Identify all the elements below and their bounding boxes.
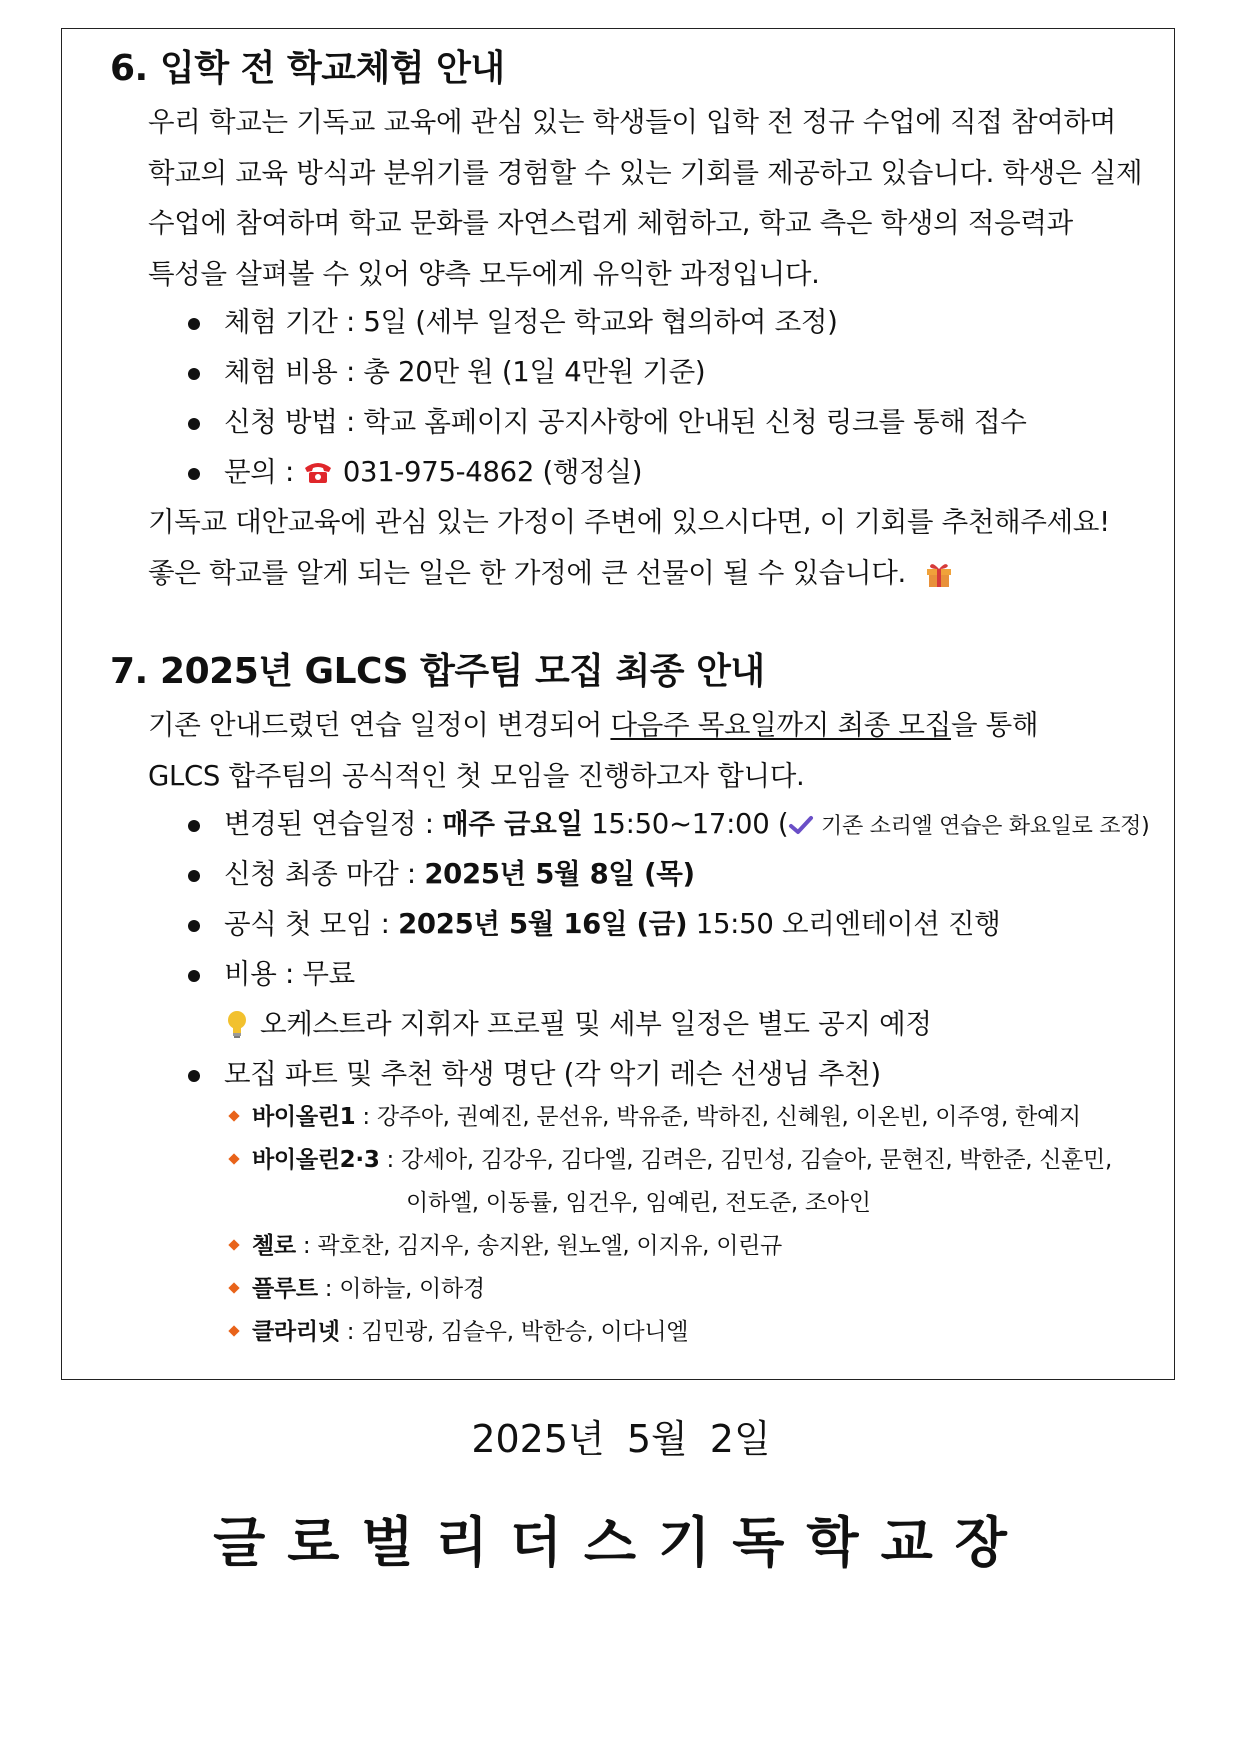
label: 공식 첫 모임 : <box>224 908 399 940</box>
roster-text <box>252 1100 1081 1134</box>
closing-text: 좋은 학교를 알게 되는 일은 한 가정에 큰 선물이 될 수 있습니다. <box>148 556 906 589</box>
telephone-icon <box>302 460 334 486</box>
paragraph-line: 학교의 교육 방식과 분위기를 경험할 수 있는 기회를 제공하고 있습니다. 학생은 실제 <box>148 156 1143 189</box>
roster-text <box>252 1272 485 1306</box>
check-icon <box>788 814 814 836</box>
section-6-heading <box>110 40 505 91</box>
detail: 15:50 오리엔테이션 진행 <box>687 908 1001 940</box>
note: 기존 소리엘 연습은 화요일로 조정) <box>814 814 1150 839</box>
paragraph-line: 특성을 살펴볼 수 있어 양측 모두에게 유익한 과정입니다. <box>148 257 820 290</box>
section-6-paragraph <box>148 97 1142 299</box>
section-6-closing <box>148 497 1110 598</box>
paragraph-line: 우리 학교는 기독교 교육에 관심 있는 학생들이 입학 전 정규 수업에 직접 참여하며 <box>148 106 1117 138</box>
time: 15:50~17:00 ( <box>582 808 789 840</box>
part-members: : 곽호찬, 김지우, 송지완, 원노엘, 이지유, 이린규 <box>295 1233 782 1259</box>
bullet-text <box>224 804 1149 847</box>
bullet-text <box>224 854 695 894</box>
bullet-text <box>224 452 642 492</box>
bullet-dot <box>188 418 200 430</box>
bullet-dot <box>188 318 200 330</box>
lightbulb-icon <box>226 1010 248 1040</box>
emphasis: 2025년 5월 16일 (금) <box>398 908 688 940</box>
roster-text <box>252 1143 1112 1177</box>
bullet-dot <box>188 820 200 832</box>
bullet-dot <box>188 468 200 480</box>
part-name: 바이올린2·3 <box>252 1147 380 1173</box>
issue-date: 2025년 5월 2일 <box>471 1417 771 1461</box>
part-members-continued: 이하엘, 이동률, 임건우, 임예린, 전도준, 조아인 <box>406 1190 871 1216</box>
bullet-dot <box>188 970 200 982</box>
paragraph-line: 수업에 참여하며 학교 문화를 자연스럽게 체험하고, 학교 측은 학생의 적응력과 <box>148 207 1073 239</box>
intro-text: 을 통해 <box>950 709 1039 741</box>
contact-phone: 031-975-4862 (행정실) <box>342 456 643 488</box>
section-title: 입학 전 학교체험 안내 <box>160 48 505 89</box>
label: 신청 최종 마감 : <box>224 858 425 890</box>
intro-underlined: 다음주 목요일까지 최종 모집 <box>610 709 951 741</box>
bullet-dot <box>188 368 200 380</box>
part-name: 플루트 <box>252 1276 318 1302</box>
section-number: 6. <box>110 48 148 89</box>
emphasis: 2025년 5월 8일 (목) <box>424 858 695 890</box>
part-members: : 이하늘, 이하경 <box>317 1276 485 1302</box>
part-name: 바이올린1 <box>252 1104 356 1130</box>
bullet-text: 체험 기간 : 5일 (세부 일정은 학교와 협의하여 조정) <box>224 306 838 338</box>
part-name: 클라리넷 <box>252 1319 340 1345</box>
bullet-text <box>224 904 1001 944</box>
intro-line <box>148 700 1038 751</box>
bullet-text: 신청 방법 : 학교 홈페이지 공지사항에 안내된 신청 링크를 통해 접수 <box>224 406 1027 438</box>
label: 변경된 연습일정 : <box>224 808 443 840</box>
bullet-text: 모집 파트 및 추천 학생 명단 (각 악기 레슨 선생님 추천) <box>224 1058 881 1090</box>
bullet-text: 체험 비용 : 총 20만 원 (1일 4만원 기준) <box>224 356 706 388</box>
closing-line-with-icon <box>148 548 1110 599</box>
signature-school-principal: 글로벌리더스기독학교장 <box>213 1511 1029 1574</box>
section-7-heading <box>110 643 765 694</box>
closing-line: 기독교 대안교육에 관심 있는 가정이 주변에 있으시다면, 이 기회를 추천해주세요! <box>148 506 1110 538</box>
part-members: : 김민광, 김슬우, 박한승, 이다니엘 <box>339 1319 689 1345</box>
bullet-dot <box>188 1070 200 1082</box>
tip-text: 오케스트라 지휘자 프로필 및 세부 일정은 별도 공지 예정 <box>260 1008 932 1040</box>
part-members: : 강주아, 권예진, 문선유, 박유준, 박하진, 신혜원, 이온빈, 이주영, 한예지 <box>355 1104 1081 1130</box>
bullet-dot <box>188 920 200 932</box>
section-title: 2025년 GLCS 합주팀 모집 최종 안내 <box>160 651 765 692</box>
intro-line: GLCS 합주팀의 공식적인 첫 모임을 진행하고자 합니다. <box>148 759 805 792</box>
contact-label: 문의 : <box>224 456 294 488</box>
part-name: 첼로 <box>252 1233 296 1259</box>
bullet-dot <box>188 870 200 882</box>
intro-text: 기존 안내드렸던 연습 일정이 변경되어 <box>148 709 611 741</box>
section-7-intro <box>148 700 1038 801</box>
roster-text <box>252 1229 782 1263</box>
emphasis: 매주 금요일 <box>442 808 583 840</box>
gift-icon <box>924 559 954 589</box>
roster-text <box>252 1315 688 1349</box>
bullet-text: 비용 : 무료 <box>224 958 355 990</box>
section-number: 7. <box>110 651 148 692</box>
part-members: : 강세아, 김강우, 김다엘, 김려은, 김민성, 김슬아, 문현진, 박한준, 신훈민, <box>379 1147 1112 1173</box>
